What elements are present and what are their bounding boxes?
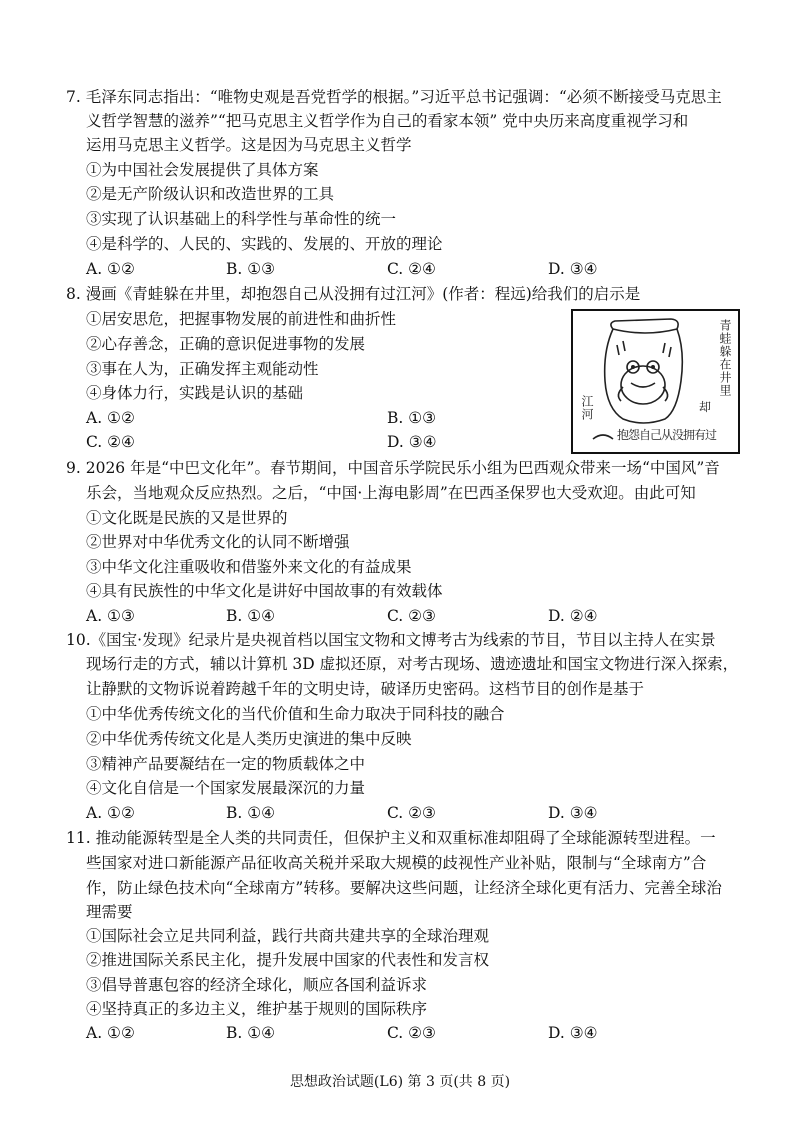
q10-choice-c: C. ②③	[387, 804, 436, 822]
q8-stem-line-1: 8. 漫画《青蛙躲在井里，却抱怨自己从没拥有过江河》(作者：程远)给我们的启示是	[66, 285, 641, 303]
cartoon-caption-left: 江河	[580, 395, 594, 421]
q8-choice-d: D. ③④	[387, 433, 437, 451]
q9-stem-line-1: 9. 2026 年是“中巴文化年”。春节期间，中国音乐学院民乐小组为巴西观众带来一场“中国风”音	[66, 459, 720, 477]
q8-statement-3: ③事在人为，正确发挥主观能动性	[86, 360, 319, 378]
q8-statement-4: ④身体力行，实践是认识的基础	[86, 384, 304, 402]
frog-right-pupil	[651, 365, 655, 369]
q7-statement-2: ②是无产阶级认识和改造世界的工具	[86, 185, 335, 203]
frog-left-pupil	[631, 365, 635, 369]
page-footer: 思想政治试题(L6) 第 3 页(共 8 页)	[289, 1074, 511, 1090]
well-outline	[605, 319, 683, 423]
q9-statement-4: ④具有民族性的中华文化是讲好中国故事的有效载体	[86, 582, 443, 600]
q9-choice-a: A. ①③	[86, 607, 135, 625]
q10-statement-4: ④文化自信是一个国家发展最深沉的力量	[86, 779, 366, 797]
q11-choice-c: C. ②③	[387, 1024, 436, 1042]
q10-statement-2: ②中华优秀传统文化是人类历史演进的集中反映	[86, 730, 412, 748]
cartoon-caption-right: 青蛙躲在井里	[718, 319, 732, 397]
q11-statement-2: ②推进国际关系民主化，提升发展中国家的代表性和发言权	[86, 951, 490, 969]
q11-statement-1: ①国际社会立足共同利益，践行共商共建共享的全球治理观	[86, 927, 490, 945]
q7-stem-line-1: 7. 毛泽东同志指出：“唯物史观是吾党哲学的根据。”习近平总书记强调：“必须不断接受马克思主	[66, 88, 722, 106]
q7-stem-line-3: 运用马克思主义哲学。这是因为马克思主义哲学	[86, 136, 412, 154]
frog-left-arm	[618, 387, 623, 401]
ground-swirl	[593, 435, 613, 439]
q9-choice-d: D. ②④	[548, 607, 598, 625]
q10-statement-3: ③精神产品要凝结在一定的物质载体之中	[86, 755, 366, 773]
q10-statement-1: ①中华优秀传统文化的当代价值和生命力取决于同科技的融合	[86, 705, 505, 723]
frog-right-arm	[663, 387, 668, 401]
q10-stem-line-1: 10.《国宝·发现》纪录片是央视首档以国宝文物和文博考古为线索的节目，节目以主持人在实景	[66, 631, 716, 649]
q10-stem-line-2: 现场行走的方式，辅以计算机 3D 虚拟还原，对考古现场、遗迹遗址和国宝文物进行深入探索，	[86, 655, 739, 673]
q7-choice-a: A. ①②	[86, 260, 135, 278]
q7-stem-line-2: 义哲学智慧的滋养”“把马克思主义哲学作为自己的看家本领” 党中央历来高度重视学习和	[86, 112, 689, 130]
q9-statement-3: ③中华文化注重吸收和借鉴外来文化的有益成果	[86, 558, 412, 576]
q8-statement-1: ①居安思危，把握事物发展的前进性和曲折性	[86, 310, 397, 328]
well-rim	[613, 329, 677, 333]
q8-choice-b: B. ①③	[387, 409, 437, 427]
q8-statement-2: ②心存善念，正确的意识促进事物的发展	[86, 335, 366, 353]
q7-choice-d: D. ③④	[548, 260, 598, 278]
q9-choice-c: C. ②③	[387, 607, 436, 625]
q11-choice-d: D. ③④	[548, 1024, 598, 1042]
frog-cartoon	[571, 309, 740, 454]
q7-statement-1: ①为中国社会发展提供了具体方案	[86, 161, 319, 179]
q11-statement-4: ④坚持真正的多边主义，维护基于规则的国际秩序	[86, 1000, 428, 1018]
q11-choice-a: A. ①②	[86, 1024, 135, 1042]
q11-stem-line-3: 作，防止绿色技术向“全球南方”转移。要解决这些问题，让经济全球化更有活力、完善全球治	[86, 879, 722, 897]
q9-stem-line-2: 乐会，当地观众反应热烈。之后，“中国·上海电影周”在巴西圣保罗也大受欢迎。由此可知	[86, 484, 696, 502]
q7-statement-4: ④是科学的、人民的、实践的、发展的、开放的理论	[86, 235, 443, 253]
q10-choice-a: A. ①②	[86, 804, 135, 822]
q11-statement-3: ③倡导普惠包容的经济全球化，顺应各国利益诉求	[86, 976, 428, 994]
q7-statement-3: ③实现了认识基础上的科学性与革命性的统一	[86, 210, 397, 228]
q9-statement-1: ①文化既是民族的又是世界的	[86, 509, 288, 527]
q10-choice-b: B. ①④	[226, 804, 276, 822]
q7-choice-c: C. ②④	[387, 260, 436, 278]
cartoon-caption-right-2: 却	[699, 400, 712, 414]
q8-choice-a: A. ①②	[86, 409, 135, 427]
cartoon-caption-bottom: 抱怨自己从没拥有过	[617, 428, 717, 442]
q11-choice-b: B. ①④	[226, 1024, 276, 1042]
q9-choice-b: B. ①④	[226, 607, 276, 625]
q10-stem-line-3: 让静默的文物诉说着跨越千年的文明史诗，破译历史密码。这档节目的创作是基于	[86, 680, 645, 698]
q10-choice-d: D. ③④	[548, 804, 598, 822]
wall-mark-1	[617, 341, 671, 357]
q11-stem-line-1: 11. 推动能源转型是全人类的共同责任，但保护主义和双重标准却阻碍了全球能源转型进程。一	[66, 829, 716, 847]
q9-statement-2: ②世界对中华优秀文化的认同不断增强	[86, 533, 350, 551]
q8-choice-c: C. ②④	[86, 433, 135, 451]
q11-stem-line-4: 理需要	[86, 903, 133, 921]
q7-choice-b: B. ①③	[226, 260, 276, 278]
frog-body	[621, 366, 665, 404]
frog-mouth	[631, 383, 655, 387]
q11-stem-line-2: 些国家对进口新能源产品征收高关税并采取大规模的歧视性产业补贴，限制与“全球南方”合	[86, 854, 707, 872]
